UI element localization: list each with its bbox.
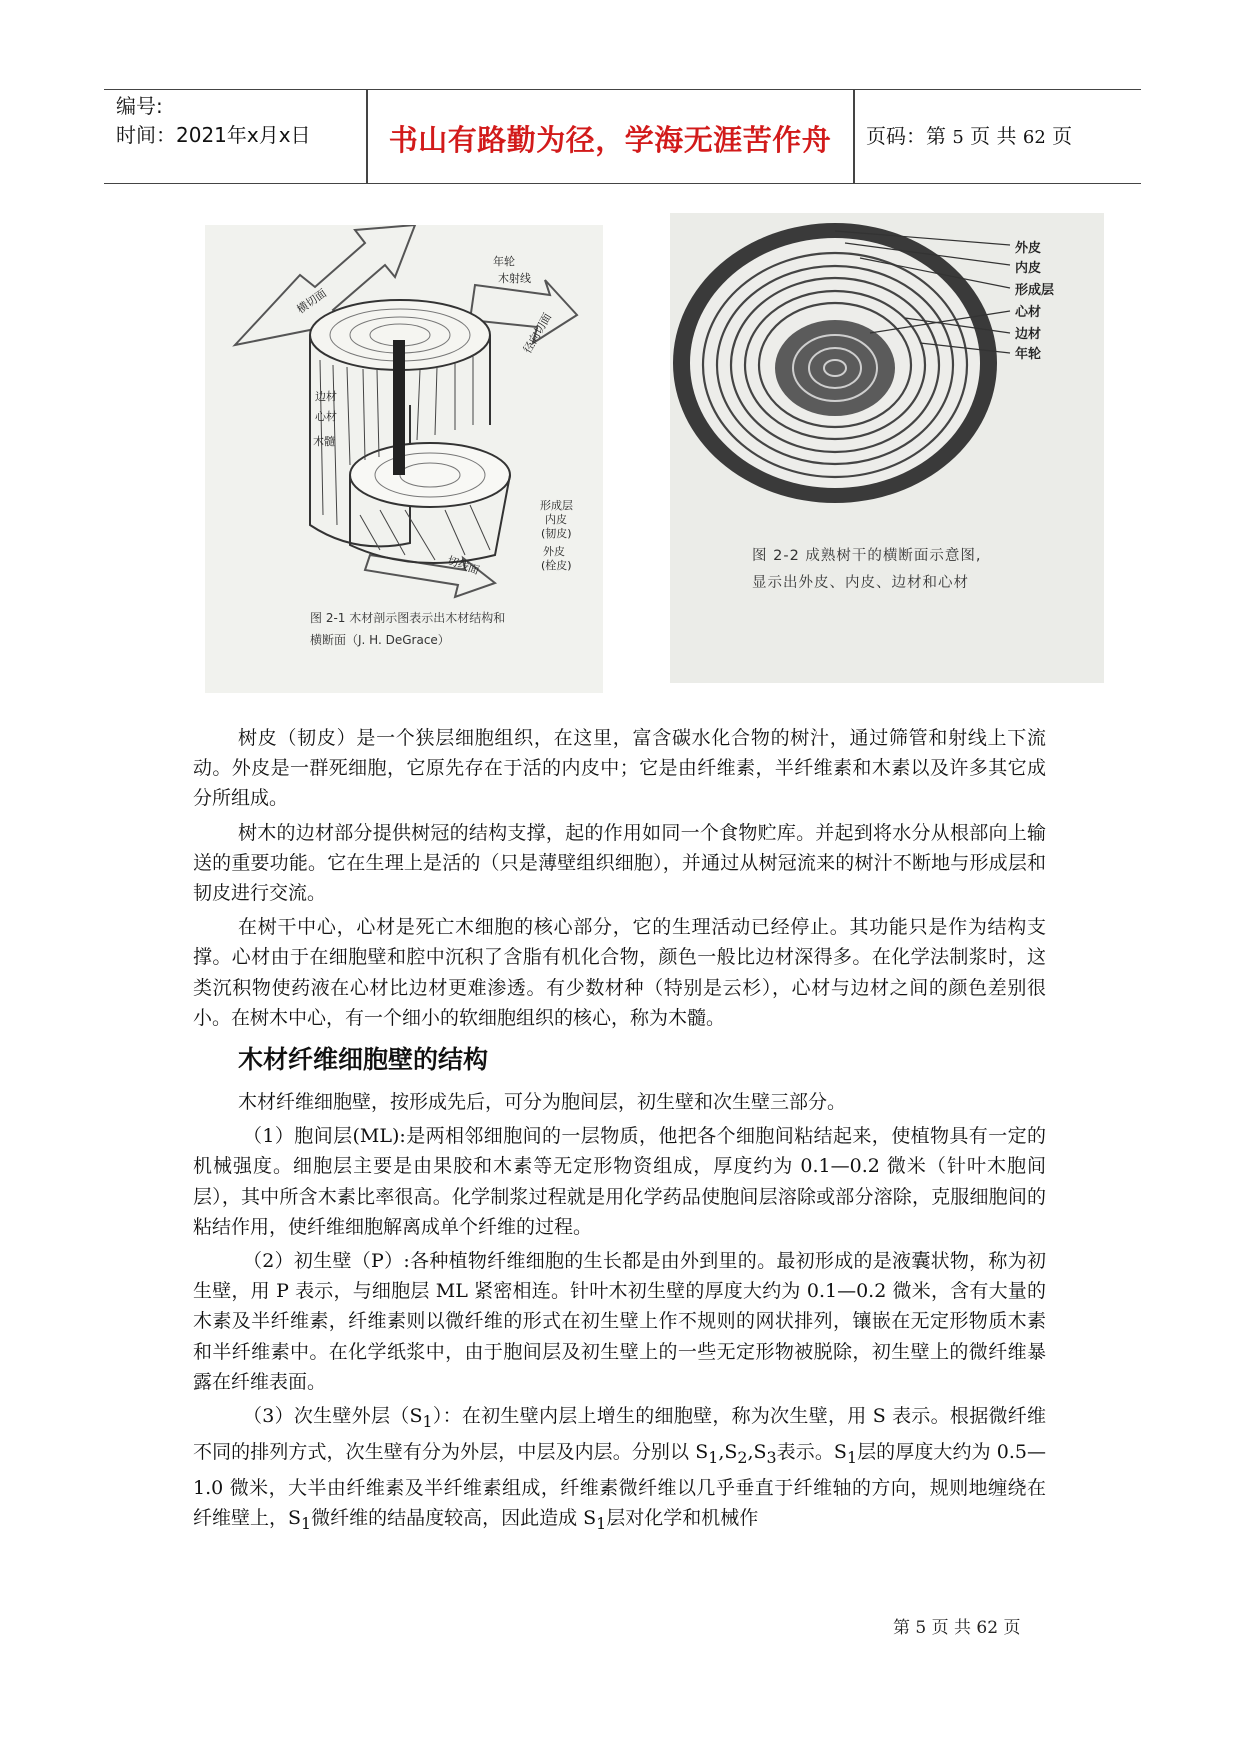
label-cambium: 形成层 (540, 499, 573, 512)
section-heading: 木材纤维细胞壁的结构 (238, 1045, 489, 1075)
paragraph-secondary-wall: （3）次生壁外层$(S_1)$：在初生壁内层上增生的细胞壁，称为次生壁，用 S 表示。根据微纤维不同的排列方式，次生壁有分为外层，中层及内层。分别以 $S_1,S_2,S_3$表示。$S_1$层的厚度大约为 0.5—1.0 微米，大半由纤维素及半纤维素组成，纤维素微纤维以几乎垂直于纤维轴的方向，规则地缠绕在纤维壁上，$S_1$微纤维的结晶度较高，因此造成 $S_1$层对化学和机械作 (193, 1405, 1046, 1534)
label-outer-bark: 外皮 (1015, 241, 1042, 256)
paragraph-heartwood: 在树干中心，心材是死亡木细胞的核心部分，它的生理活动已经停止。其功能只是作为结构支撑。心材由于在细胞壁和腔中沉积了含脂有机化合物，颜色一般比边材深得多。在化学法制浆时，这类沉积物使药液在心材比边材更难渗透。有少数材种（特别是云杉），心材与边材之间的颜色差别很小。在树木中心，有一个细小的软细胞组织的核心，称为木髓。 (193, 916, 1046, 1029)
paragraph-bark: 树皮（韧皮）是一个狭层细胞组织，在这里，富含碳水化合物的树汁，通过筛管和射线上下流动。外皮是一群死细胞，它原先存在于活的内皮中；它是由纤维素，半纤维素和木素以及许多其它成分所组成。 (193, 727, 1046, 810)
page-suffix: 页 (1052, 124, 1073, 148)
label-cambium: 形成层 (1015, 283, 1055, 298)
label-heartwood: 心材 (1015, 305, 1042, 320)
figure-trunk-cross-section (670, 213, 1104, 683)
figure-wood-cutaway (205, 225, 603, 693)
paragraph-sapwood: 树木的边材部分提供树冠的结构支撑，起的作用如同一个食物贮库。并起到将水分从根部向上输送的重要功能。它在生理上是活的（只是薄壁组织细胞），并通过从树冠流来的树汁不断地与形成层和韧皮进行交流。 (193, 821, 1046, 905)
label-annual-ring: 年轮 (1015, 347, 1042, 362)
header-motto: 书山有路勤为径，学海无涯苦作舟 (388, 123, 832, 157)
label-tangential-section: 切线面 (445, 553, 482, 578)
label-heartwood: 心材 (315, 410, 337, 423)
figure1-caption: 图 2-1 木材剖示图表示出木材结构和 横断面（J. H. DeGrace） (310, 611, 506, 647)
page-prefix: 页码：第 (866, 124, 946, 148)
page-mid: 页 共 (970, 124, 1017, 148)
label-sapwood: 边材 (1015, 327, 1042, 342)
page-header (104, 89, 1141, 184)
document-time: 时间：2021年x月x日 (116, 123, 311, 147)
label-outer-bark: 外皮 (543, 545, 565, 558)
label-phloem: (韧皮) (541, 527, 572, 540)
header-meta (116, 92, 366, 150)
document-number-label: 编号: (116, 94, 163, 118)
page-footer: 第 5 页 共 62 页 (893, 1618, 1021, 1638)
header-divider (853, 90, 855, 183)
page-total: 62 (1022, 127, 1046, 148)
label-wood-ray: 木射线 (498, 272, 531, 285)
paragraph-cell-wall-intro: 木材纤维细胞壁，按形成先后，可分为胞间层，初生壁和次生壁三部分。 (238, 1091, 847, 1114)
label-sapwood: 边材 (315, 390, 337, 403)
paragraph-middle-lamella: （1）胞间层(ML):是两相邻细胞间的一层物质，他把各个细胞间粘结起来，使植物具有一定的机械强度。细胞层主要是由果胶和木素等无定形物资组成，厚度约为 0.1—0.2 微米（针叶木胞间层），其中所含木素比率很高。化学制浆过程就是用化学药品使胞间层溶除或部分溶除，克服细胞间的粘结作用，使纤维细胞解离成单个纤维的过程。 (193, 1125, 1046, 1238)
figure2-caption: 图 2-2 成熟树干的横断面示意图, 显示出外皮、内皮、边材和心材 (752, 548, 982, 591)
document-body (193, 723, 1046, 1543)
label-cross-section: 横切面 (294, 286, 330, 317)
page-current: 5 (952, 127, 964, 148)
label-radial-section: 径向切面 (520, 310, 555, 356)
label-pith: 木髓 (313, 435, 335, 448)
label-annual-ring: 年轮 (493, 255, 515, 268)
paragraph-primary-wall: （2）初生壁（P）:各种植物纤维细胞的生长都是由外到里的。最初形成的是液囊状物，称为初生壁，用 P 表示，与细胞层 ML 紧密相连。针叶木初生壁的厚度大约为 0.1—0.2 微米，含有大量的木素及半纤维素，纤维素则以微纤维的形式在初生壁上作不规则的网状排列，镶嵌在无定形物质木素和半纤维素中。在化学纸浆中，由于胞间层及初生壁上的一些无定形物被脱除，初生壁上的微纤维暴露在纤维表面。 (193, 1250, 1046, 1393)
label-inner-bark: 内皮 (1015, 261, 1042, 276)
label-cork: (栓皮) (541, 559, 572, 572)
pith-column (393, 340, 405, 475)
header-page-number (866, 120, 1072, 149)
label-inner-bark: 内皮 (545, 513, 567, 526)
